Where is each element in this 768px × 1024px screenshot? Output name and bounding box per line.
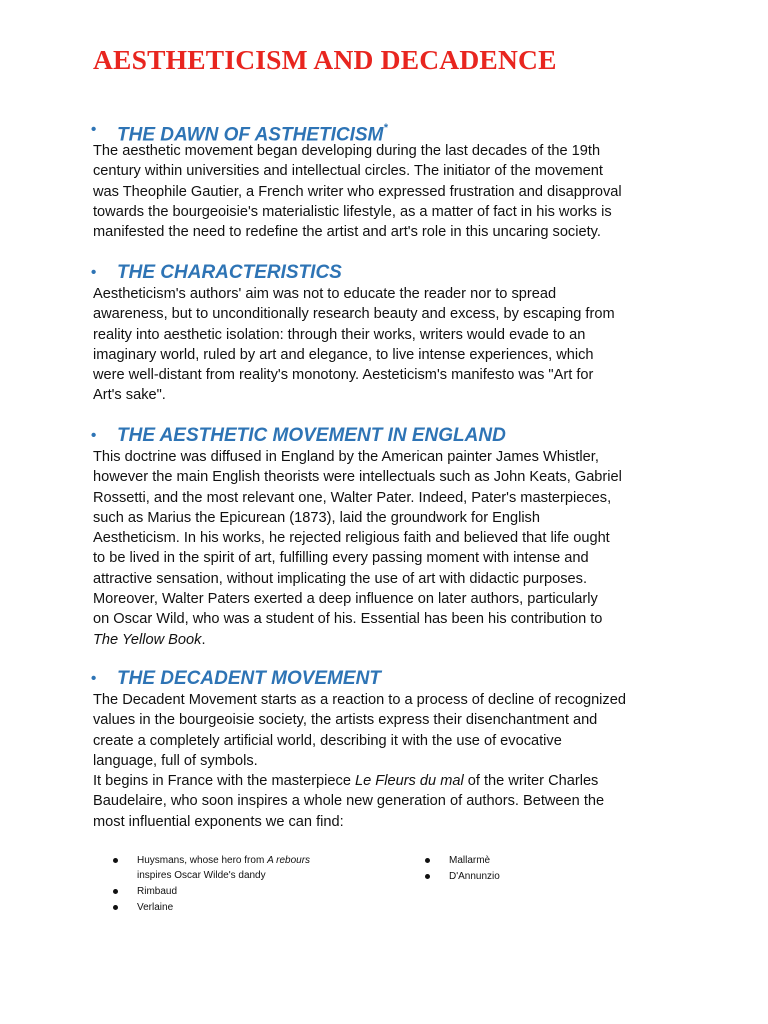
list-item: Mallarmè bbox=[425, 853, 625, 868]
section-decadent bbox=[93, 666, 693, 832]
list-item: D'Annunzio bbox=[425, 869, 625, 884]
authors-list-left bbox=[113, 853, 373, 916]
section-paragraph: Aestheticism's authors' aim was not to educate the reader nor to spread awareness, but to unconditionally research beauty and excess, by escaping from reality into aesthetic isolation: through their works, writers would evade to an imaginary world, ruled by art and elegance, to live intense experiences, which were well-distant from reality's monotony. Aesteticism's manifesto was "Art for Art's sake". bbox=[93, 286, 615, 404]
bullet-icon: • bbox=[91, 121, 97, 138]
list-item: Huysmans, whose hero from A rebours inspires Oscar Wilde's dandy bbox=[113, 853, 373, 883]
bullet-icon: • bbox=[91, 427, 97, 444]
section-dawn bbox=[93, 117, 693, 242]
section-heading: • THE DAWN OF ASTHETICISM* bbox=[93, 117, 693, 143]
bullet-icon bbox=[113, 905, 118, 910]
section-heading: • THE DECADENT MOVEMENT bbox=[93, 666, 693, 692]
section-paragraph: The Decadent Movement starts as a reaction to a process of decline of recognized values in the bourgeoisie society, the artists express their disenchantment and create a completely artificial world, describing it with the use of evocative language, full of symbols. It begins in France with the masterpiece Le Fleurs du mal of the writer Charles Baudelaire, who soon inspires a whole new generation of authors. Between the most influential exponents we can find: bbox=[93, 692, 626, 830]
bullet-icon bbox=[113, 858, 118, 863]
section-heading: • THE AESTHETIC MOVEMENT IN ENGLAND bbox=[93, 423, 693, 449]
bullet-icon: • bbox=[91, 670, 97, 687]
list-item: Verlaine bbox=[113, 900, 373, 915]
bullet-icon bbox=[425, 858, 430, 863]
document-title: AESTHETICISM AND DECADENCE bbox=[93, 44, 557, 75]
authors-list-right bbox=[425, 853, 625, 885]
bullet-icon bbox=[425, 874, 430, 879]
section-characteristics bbox=[93, 260, 693, 406]
section-paragraph: This doctrine was diffused in England by the American painter James Whistler, however the main English theorists were intellectuals such as John Keats, Gabriel Rossetti, and the most relevant one, Walter Pater. Indeed, Pater's masterpieces, such as Marius the Epicurean (1873), laid the groundwork for English Aestheticism. In his works, he rejected religious faith and believed that life ought to be lived in the spirit of art, fulfilling every passing moment with intense and attractive sensation, without implicating the use of art with didactic purposes. Moreover, Walter Paters exerted a deep influence on later authors, particularly on Oscar Wild, who was a student of his. Essential has been his contribution to The Yellow Book. bbox=[93, 449, 622, 648]
list-item: Rimbaud bbox=[113, 884, 373, 899]
bullet-icon: • bbox=[91, 264, 97, 281]
bullet-icon bbox=[113, 889, 118, 894]
section-heading: • THE CHARACTERISTICS bbox=[93, 260, 693, 286]
section-paragraph: The aesthetic movement began developing during the last decades of the 19th century within universities and intellectual circles. The initiator of the movement was Theophile Gautier, a French writer who expressed frustration and disapproval towards the bourgeoisie's materialistic lifestyle, as a matter of fact in his works is manifested the need to redefine the artist and art's role in this uncaring society. bbox=[93, 143, 622, 241]
section-aesthetic-england bbox=[93, 423, 693, 650]
